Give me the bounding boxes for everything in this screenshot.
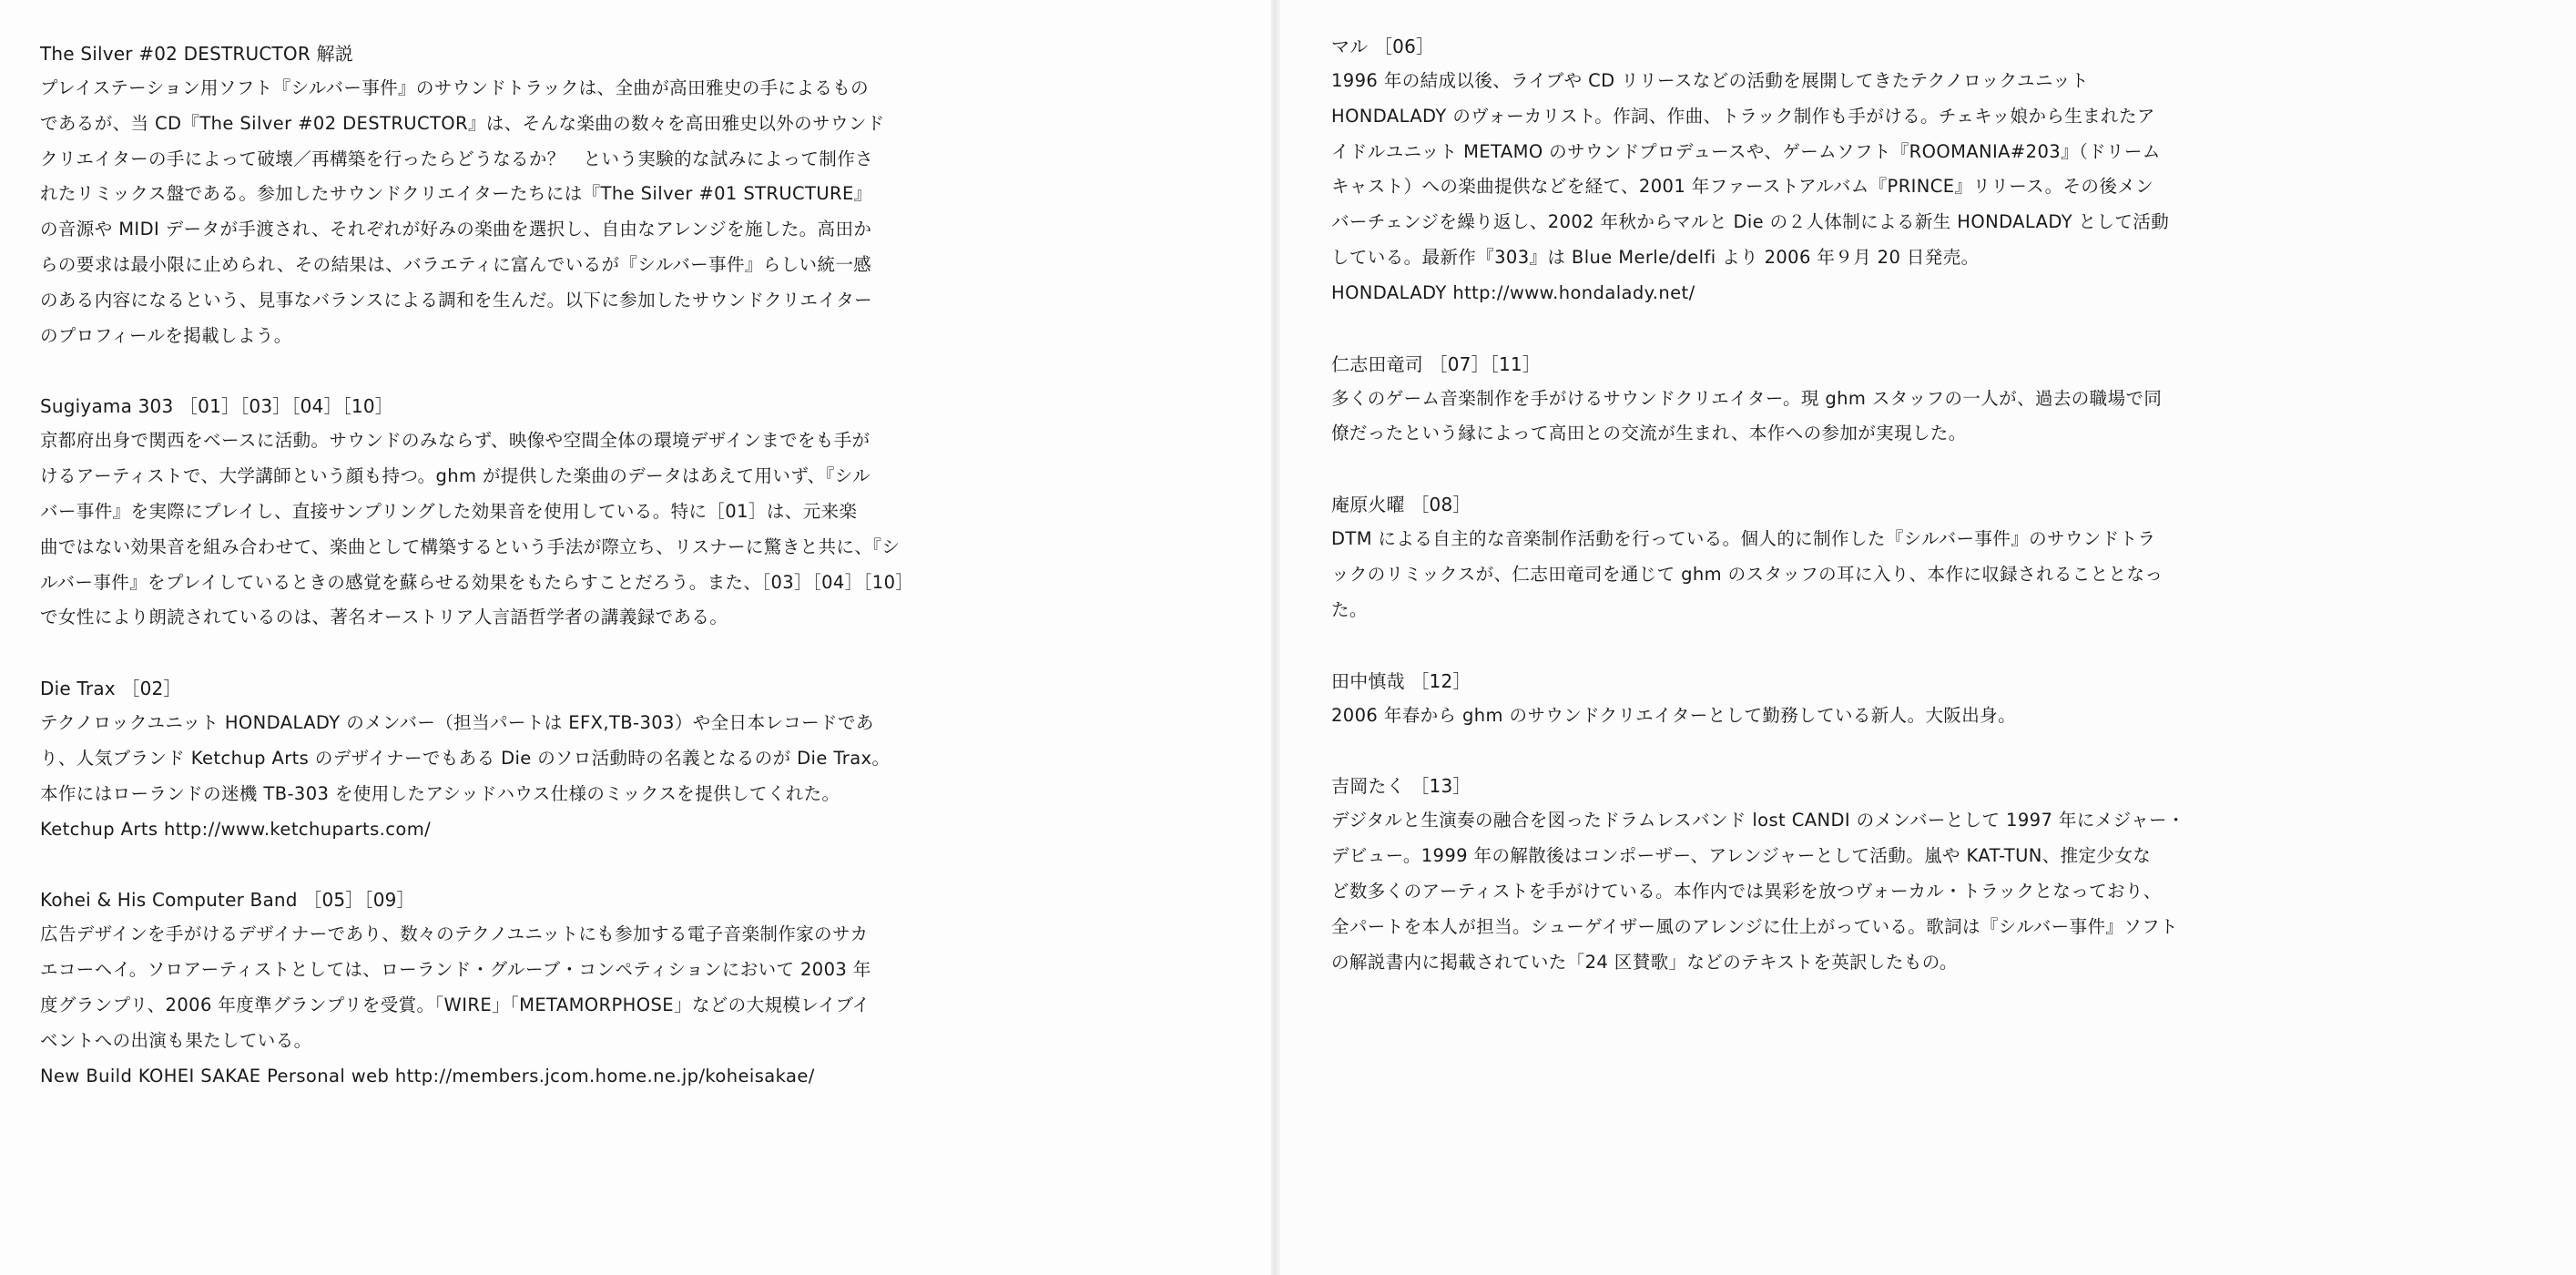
right-column (1331, 0, 2205, 980)
body-line: 1996 年の結成以後、ライブや CD リリースなどの活動を展開してきたテクノロックユニット (1331, 70, 2089, 91)
body-line: た。 (1331, 598, 1368, 620)
body-line: している。最新作『303』は Blue Merle/delfi より 2006 年９月 20 日発売。 (1331, 246, 1980, 268)
section-die-trax (40, 671, 932, 847)
body-line: り、人気ブランド Ketchup Arts のデザイナーでもある Die のソロ活動時の名義となるのが Die Trax。 (40, 747, 891, 769)
body-line: であるが、当 CD『The Silver #02 DESTRUCTOR』は、そんな楽曲の数々を高田雅史以外のサウンド (40, 112, 885, 134)
section-title: Kohei & His Computer Band ［05］［09］ (40, 889, 415, 912)
body-line: 曲ではない効果音を組み合わせて、楽曲として構築するという手法が際立ち、リスナーに驚きと共に、『シ (40, 536, 901, 557)
body-line: エコーヘイ。ソロアーティストとしては、ローランド・グルーブ・コンペティションにおいて 2003 年 (40, 959, 871, 981)
body-line: けるアーティストで、大学講師という顔も持つ。ghm が提供した楽曲のデータはあえて用いず、『シル (40, 465, 871, 487)
body-line: テクノロックユニット HONDALADY のメンバー（担当パートは EFX,TB-303）や全日本レコードであ (40, 712, 874, 734)
body-line: ックのリミックスが、仁志田竜司を通じて ghm のスタッフの耳に入り、本作に収録されることとなっ (1331, 563, 2164, 585)
section-title: 田中慎哉 ［12］ (1331, 669, 1471, 692)
body-line: ベントへの出演も果たしている。 (40, 1029, 312, 1051)
body-line: 2006 年春から ghm のサウンドクリエイターとして勤務している新人。大阪出身。 (1331, 704, 2016, 726)
body-line: 僚だったという縁によって高田との交流が生まれ、本作への参加が実現した。 (1331, 423, 1967, 444)
section-tanaka-shinya (1331, 664, 2205, 734)
body-line: ルバー事件』をプレイしているときの感覚を蘇らせる効果をもたらすことだろう。また、［03］［04］［10］ (40, 571, 914, 593)
body-line: イドルユニット METAMO のサウンドプロデュースや、ゲームソフト『ROOMANIA#203』（ドリーム (1331, 140, 2161, 162)
section-title: Sugiyama 303 ［01］［03］［04］［10］ (40, 395, 393, 418)
body-line: で女性により朗読されているのは、著名オーストリア人言語哲学者の講義録である。 (40, 607, 728, 628)
url-line: HONDALADY http://www.hondalady.net/ (1331, 281, 1695, 303)
section-maru (1331, 29, 2205, 311)
body-line: 全パートを本人が担当。シューゲイザー風のアレンジに仕上がっている。歌詞は『シルバー事件』ソフト (1331, 915, 2178, 937)
body-line: プレイステーション用ソフト『シルバー事件』のサウンドトラックは、全曲が高田雅史の手によるもの (40, 77, 870, 98)
body-line: デビュー。1999 年の解散後はコンポーザー、アレンジャーとして活動。嵐や KAT-TUN、推定少女な (1331, 845, 2152, 867)
section-title: 庵原火曜 ［08］ (1331, 494, 1471, 516)
body-line: らの要求は最小限に止められ、その結果は、バラエティに富んでいるが『シルバー事件』らしい統一感 (40, 253, 872, 275)
section-title: 吉岡たく ［13］ (1331, 775, 1471, 798)
left-column (40, 0, 932, 1094)
body-line: のプロフィールを掲載しよう。 (40, 324, 292, 346)
section-title: マル ［06］ (1331, 36, 1435, 57)
body-line: れたリミックス盤である。参加したサウンドクリエイターたちには『The Silver #01 STRUCTURE』 (40, 183, 872, 205)
section-title: 仁志田竜司 ［07］［11］ (1331, 352, 1542, 375)
section-nishida-ryuji (1331, 347, 2205, 453)
body-line: ど数多くのアーティストを手がけている。本作内では異彩を放つヴォーカル・トラックとなっており、 (1331, 880, 2162, 902)
body-line: 本作にはローランドの迷機 TB-303 を使用したアシッドハウス仕様のミックスを提供してくれた。 (40, 782, 840, 804)
body-line: クリエイターの手によって破壊／再構築を行ったらどうなるか？ という実験的な試みによって制作さ (40, 148, 874, 169)
section-ihara-kayou (1331, 487, 2205, 627)
body-line: DTM による自主的な音楽制作活動を行っている。個人的に制作した『シルバー事件』のサウンドトラ (1331, 528, 2156, 550)
section-destructor-commentary (40, 36, 932, 353)
section-sugiyama-303 (40, 389, 932, 636)
body-line: キャスト）への楽曲提供などを経て、2001 年ファーストアルバム『PRINCE』リリース。その後メン (1331, 176, 2154, 198)
body-line: 京都府出身で関西をベースに活動。サウンドのみならず、映像や空間全体の環境デザインまでをも手が (40, 430, 871, 452)
section-title: Die Trax ［02］ (40, 678, 182, 700)
body-line: デジタルと生演奏の融合を図ったドラムレスバンド lost CANDI のメンバーとして 1997 年にメジャー・ (1331, 810, 2185, 831)
body-line: の音源や MIDI データが手渡され、それぞれが好みの楽曲を選択し、自由なアレンジを施した。高田か (40, 219, 872, 240)
section-title: The Silver #02 DESTRUCTOR 解説 (40, 43, 353, 65)
body-line: 多くのゲーム音楽制作を手がけるサウンドクリエイター。現 ghm スタッフの一人が、過去の職場で同 (1331, 387, 2163, 409)
section-kohei-computer-band (40, 882, 932, 1094)
url-line: Ketchup Arts http://www.ketchuparts.com/ (40, 818, 432, 840)
body-line: バーチェンジを繰り返し、2002 年秋からマルと Die の２人体制による新生 HONDALADY として活動 (1331, 211, 2170, 233)
body-line: HONDALADY のヴォーカリスト。作詞、作曲、トラック制作も手がける。チェキッ娘から生まれたア (1331, 105, 2155, 127)
url-line: New Build KOHEI SAKAE Personal web http://members.jcom.home.ne.jp/koheisakae/ (40, 1065, 815, 1086)
page-gutter (1271, 0, 1280, 1275)
body-line: 度グランプリ、2006 年度準グランプリを受賞。「WIRE」「METAMORPHOSE」などの大規模レイブイ (40, 994, 871, 1015)
body-line: の解説書内に掲載されていた「24 区賛歌」などのテキストを英訳したもの。 (1331, 951, 1958, 973)
body-line: のある内容になるという、見事なバランスによる調和を生んだ。以下に参加したサウンドクリエイター (40, 289, 873, 311)
section-yoshioka-taku (1331, 769, 2205, 980)
body-line: バー事件』を実際にプレイし、直接サンプリングした効果音を使用している。特に［01］は、元来楽 (40, 500, 858, 522)
body-line: 広告デザインを手がけるデザイナーであり、数々のテクノユニットにも参加する電子音楽制作家のサカ (40, 923, 869, 945)
